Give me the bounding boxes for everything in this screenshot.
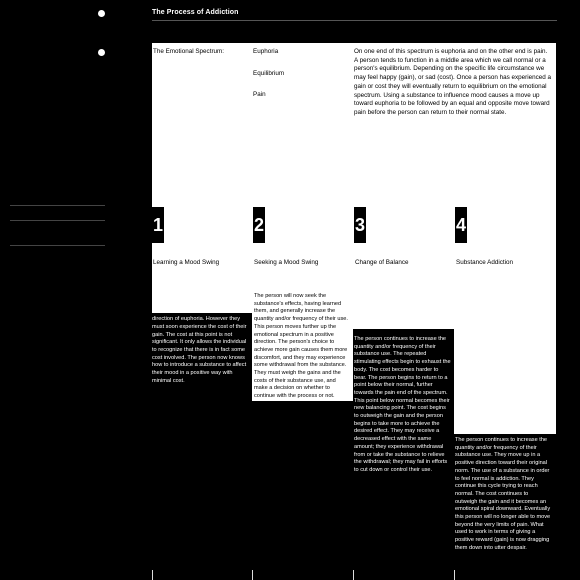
sidebar-line	[10, 220, 105, 221]
stage-4-panel	[454, 289, 556, 434]
page-title: The Process of Addiction	[152, 9, 239, 16]
stage-3-number: 3	[354, 207, 366, 243]
stage-1-description: A substance is introduced. The person experiences a positive movement (gain) from their normal point in the direction of euphoria. However they must soon experience the cost of their gain. The cost at this point is not significant. It only allows the individual to recognize that there is in fact some cost involved. The person now knows how to introduce a substance to affect their mood in a positive way with minimal cost.	[152, 293, 248, 384]
column-tick	[353, 570, 354, 580]
bullet-dot-top	[98, 10, 105, 17]
stage-1-title: Learning a Mood Swing	[153, 259, 220, 266]
column-tick	[152, 570, 153, 580]
column-tick	[252, 570, 253, 580]
spectrum-equilibrium: Equilibrium	[253, 70, 285, 77]
intro-paragraph: On one end of this spectrum is euphoria and on the other end is pain. A person tends to function in a middle area which we call normal or a person's equilibrium. Depending on the specific life circumstance we may feel happy (gain), or sad (cost). Once a person has experienced a gain or cost they will eventually return to equilibrium on the emotional spectrum. Using a substance to influence mood causes a move up toward euphoria to be followed by an equal and opposite move toward pain before the person can return to their normal state.	[354, 48, 552, 116]
header-rule	[152, 20, 557, 21]
stage-2-title: Seeking a Mood Swing	[254, 259, 319, 266]
sidebar-line	[10, 245, 105, 246]
stage-2-description: The person will now seek the substance's effects, having learned them, and generally increase the quantity and/or frequency of their use. This person moves further up the emotional spectrum in a positive direction. The person's choice to achieve more gain causes them more discomfort, and they may experience some withdrawal from the substance. They must weigh the gains and the costs of their substance use, and make a decision on whether to continue with the process or not.	[254, 293, 348, 400]
stage-2-number: 2	[253, 207, 265, 243]
spectrum-pain: Pain	[253, 91, 266, 98]
stage-3-description: The person continues to increase the quantity and/or frequency of their substance use. The repeated stimulating effects begin to exhaust the body. The cost becomes harder to bear. The person begins to return to a point below their normal, further towards the pain end of the spectrum. This point below normal becomes their new balancing point. The cost begins to outweigh the gain and the person begins to take more to achieve the desired effect. They may receive a decreased effect with the same amount; they experience withdrawal from or take the substance to relieve the withdrawal; they may fail in efforts to cut down or control their use.	[354, 336, 451, 473]
stage-4-title: Substance Addiction	[456, 259, 514, 266]
stage-4-number: 4	[455, 207, 467, 243]
stage-1-number: 1	[152, 207, 164, 243]
column-tick	[454, 570, 455, 580]
spectrum-label: The Emotional Spectrum:	[153, 48, 225, 55]
stage-4-description: The person continues to increase the quantity and/or frequency of their substance use. They move up in a positive direction toward their original norm. The use of a substance in order to feel normal is addiction. They continue this cycle trying to reach normal. The cost continues to outweigh the gain and it becomes an emotional spiral downward. Eventually this person will no longer able to move beyond the very limits of pain. What used to work in terms of giving a positive reward (gain) is now dragging them down into utter despair.	[455, 437, 551, 551]
bullet-dot-second	[98, 49, 105, 56]
sidebar-line	[10, 205, 105, 206]
spectrum-euphoria: Euphoria	[253, 48, 279, 55]
stage-3-title: Change of Balance	[355, 259, 409, 266]
stage-3-panel	[353, 289, 454, 329]
